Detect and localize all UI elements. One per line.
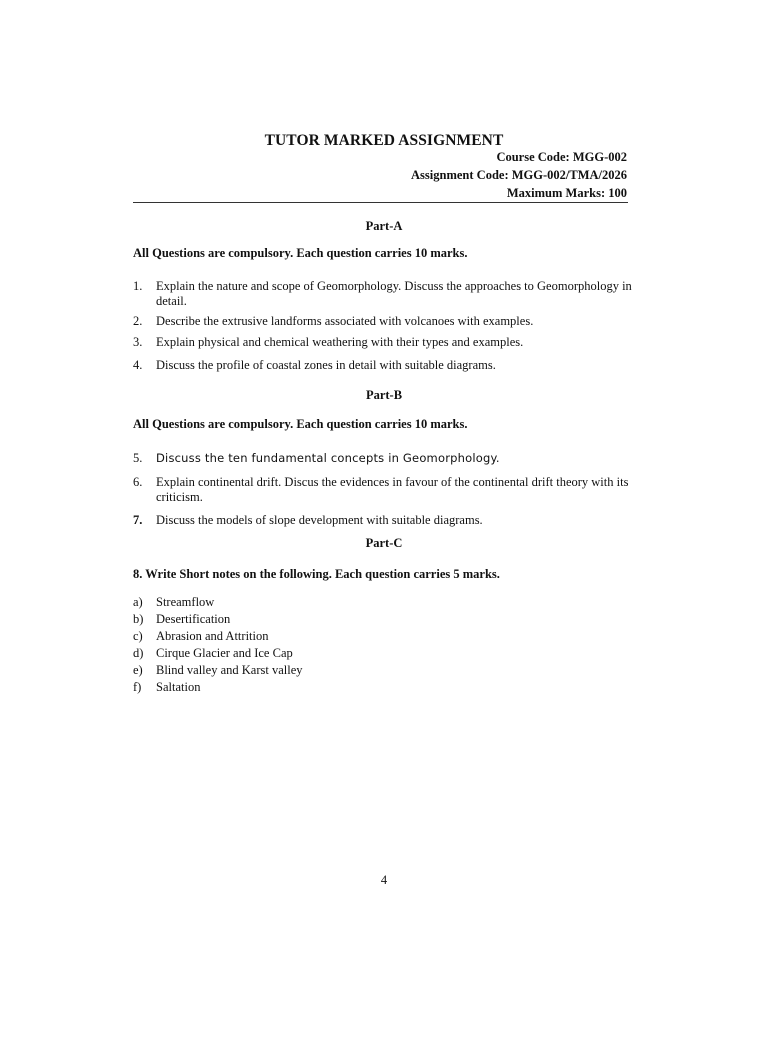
note-text: Abrasion and Attrition [156, 629, 269, 643]
note-letter: b) [133, 612, 144, 626]
question-item [133, 475, 633, 505]
note-text: Cirque Glacier and Ice Cap [156, 646, 293, 660]
maximum-marks: Maximum Marks: 100 [506, 186, 627, 200]
short-note-item [133, 680, 200, 695]
question-item [133, 279, 633, 309]
question-item [133, 513, 633, 528]
note-letter: c) [133, 629, 143, 643]
short-note-item [133, 646, 293, 661]
part-c-heading: Part-C [365, 536, 403, 550]
part-b-heading: Part-B [365, 388, 403, 402]
question-item [133, 314, 633, 329]
short-note-item [133, 595, 214, 610]
header-divider [133, 202, 628, 203]
page-number: 4 [380, 873, 388, 887]
note-text: Streamflow [156, 595, 215, 609]
question-item [133, 358, 633, 373]
question-item [133, 451, 633, 466]
part-a-instruction: All Questions are compulsory. Each question carries 10 marks. [133, 246, 468, 260]
question-number: 1. [133, 279, 143, 293]
note-letter: f) [133, 680, 142, 694]
note-text: Blind valley and Karst valley [156, 663, 303, 677]
question-number: 5. [133, 451, 143, 465]
part-b-instruction: All Questions are compulsory. Each question carries 10 marks. [133, 417, 468, 431]
question-item [133, 335, 633, 350]
document-title: TUTOR MARKED ASSIGNMENT [264, 132, 504, 149]
short-note-item [133, 663, 303, 678]
course-code: Course Code: MGG-002 [496, 150, 627, 164]
part-c-instruction: 8. Write Short notes on the following. Each question carries 5 marks. [133, 567, 500, 581]
short-note-item [133, 629, 269, 644]
question-text: Explain continental drift. Discus the evidences in favour of the continental drift theory with its criticism. [156, 475, 629, 504]
question-text: Explain physical and chemical weathering with their types and examples. [156, 335, 524, 349]
question-number: 6. [133, 475, 143, 489]
question-number: 4. [133, 358, 143, 372]
note-text: Desertification [156, 612, 231, 626]
question-number: 7. [133, 513, 143, 527]
question-text: Describe the extrusive landforms associated with volcanoes with examples. [156, 314, 534, 328]
note-letter: a) [133, 595, 143, 609]
question-text: Discuss the models of slope development with suitable diagrams. [156, 513, 483, 527]
assignment-code: Assignment Code: MGG-002/TMA/2026 [411, 168, 627, 182]
question-text: Discuss the ten fundamental concepts in Geomorphology. [156, 451, 500, 465]
note-letter: d) [133, 646, 144, 660]
question-text: Explain the nature and scope of Geomorphology. Discuss the approaches to Geomorphology in detail. [156, 279, 632, 308]
question-text: Discuss the profile of coastal zones in detail with suitable diagrams. [156, 358, 496, 372]
question-number: 2. [133, 314, 143, 328]
question-number: 3. [133, 335, 143, 349]
short-note-item [133, 612, 230, 627]
note-letter: e) [133, 663, 143, 677]
part-a-heading: Part-A [365, 219, 403, 233]
note-text: Saltation [156, 680, 201, 694]
